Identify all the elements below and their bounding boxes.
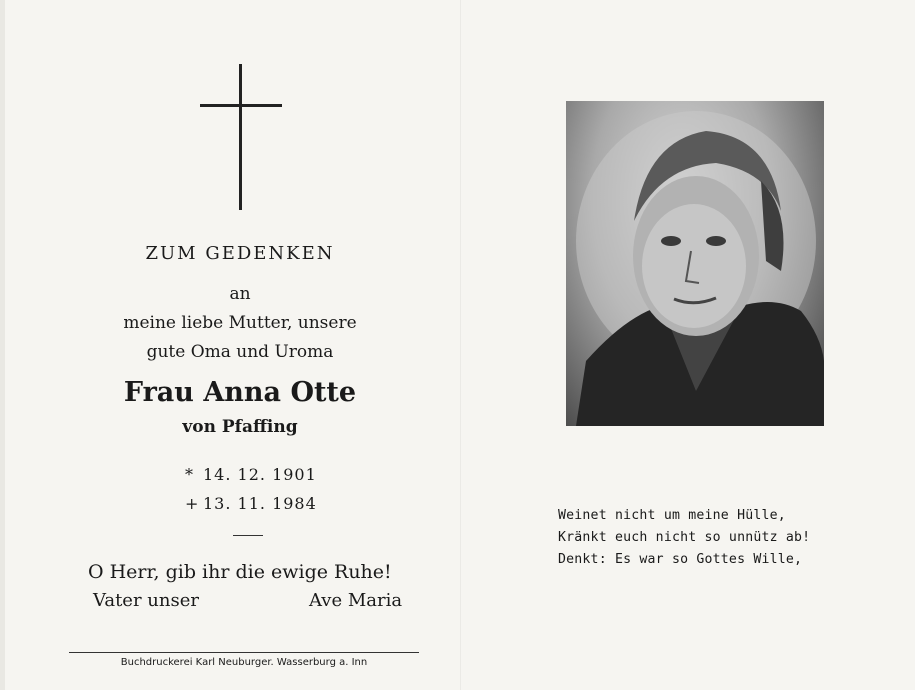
verse-line: Weinet nicht um meine Hülle, [558, 508, 786, 523]
dedication-line: gute Oma und Uroma [146, 342, 334, 362]
closing-left: Vater unser [93, 590, 199, 611]
birth-date: 14. 12. 1901 [203, 465, 317, 484]
left-panel [5, 0, 460, 690]
dedication-line: an [229, 284, 251, 304]
printer-credit: Buchdruckerei Karl Neuburger. Wasserburg a. Inn [120, 657, 368, 668]
closing-right: Ave Maria [309, 590, 403, 611]
cross-icon [200, 64, 282, 210]
death-date-line [185, 494, 317, 513]
footer-rule [69, 652, 419, 653]
death-date: 13. 11. 1984 [203, 494, 317, 513]
right-panel [462, 0, 915, 690]
portrait-photo [566, 101, 824, 426]
origin: von Pfaffing [182, 417, 298, 437]
dedication-line: meine liebe Mutter, unsere [123, 313, 357, 333]
verse-line: Kränkt euch nicht so unnütz ab! [558, 530, 811, 545]
verse-line: Denkt: Es war so Gottes Wille, [558, 552, 803, 567]
birth-icon: * [185, 465, 194, 484]
deceased-name: Frau Anna Otte [123, 377, 357, 408]
prayer: O Herr, gib ihr die ewige Ruhe! [88, 561, 392, 583]
heading: ZUM GEDENKEN [145, 243, 335, 264]
divider [233, 535, 263, 536]
birth-date-line [185, 465, 317, 484]
death-cross-icon: + [185, 494, 200, 513]
